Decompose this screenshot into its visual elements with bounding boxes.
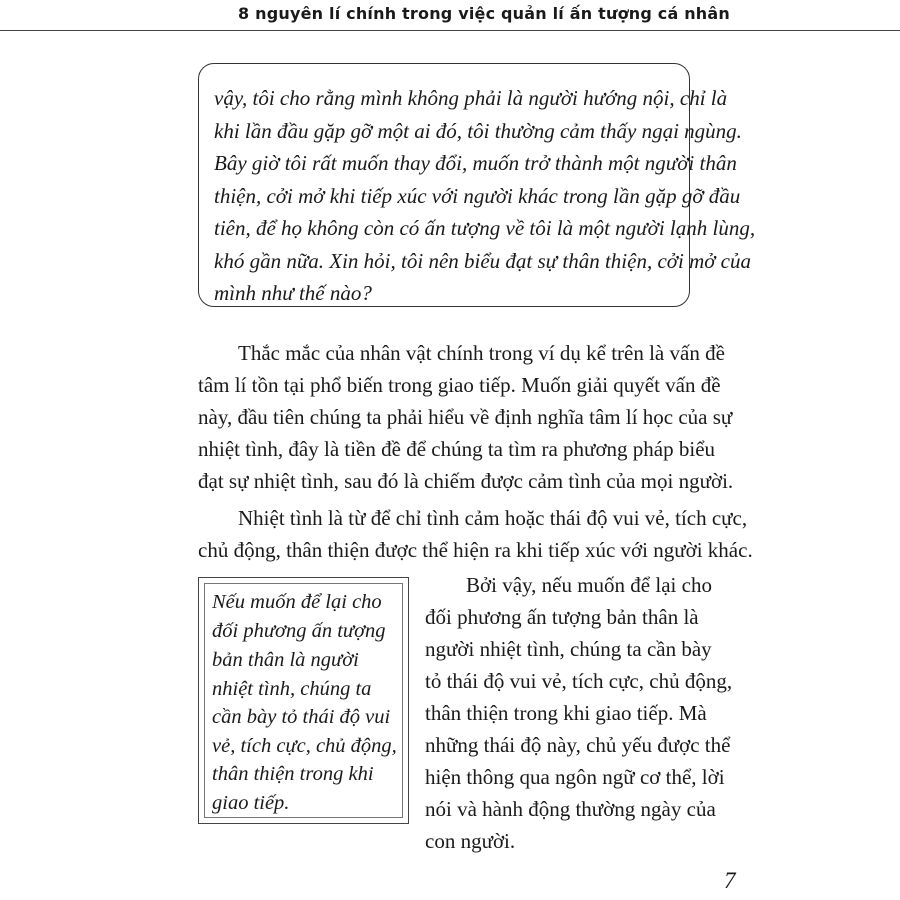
paragraph-line: Thắc mắc của nhân vật chính trong ví dụ kể trên là vấn đề	[238, 341, 725, 365]
paragraph-line: này, đầu tiên chúng ta phải hiểu về định nghĩa tâm lí học của sự	[198, 405, 733, 429]
quote-line: khó gần nữa. Xin hỏi, tôi nên biểu đạt sự thân thiện, cởi mở của	[214, 249, 752, 273]
header-rule	[0, 30, 900, 31]
paragraph-line: tâm lí tồn tại phổ biến trong giao tiếp. Muốn giải quyết vấn đề	[198, 373, 721, 397]
pull-quote-box	[198, 577, 409, 824]
pull-quote-line: thân thiện trong khi	[212, 763, 374, 785]
paragraph-line: người nhiệt tình, chúng ta cần bày	[425, 637, 712, 661]
paragraph-line: Bởi vậy, nếu muốn để lại cho	[466, 573, 712, 597]
quote-line: khi lần đầu gặp gỡ một ai đó, tôi thường cảm thấy ngại ngùng.	[214, 119, 742, 143]
paragraph-line: hiện thông qua ngôn ngữ cơ thể, lời	[425, 765, 725, 789]
paragraph-line: nói và hành động thường ngày của	[425, 797, 716, 821]
pull-quote-line: nhiệt tình, chúng ta	[212, 678, 372, 700]
pull-quote-line: giao tiếp.	[212, 792, 290, 814]
page-number: 7	[724, 868, 736, 893]
quote-line: vậy, tôi cho rằng mình không phải là người hướng nội, chỉ là	[214, 86, 728, 110]
pull-quote-line: đối phương ấn tượng	[212, 620, 386, 642]
paragraph-line: con người.	[425, 829, 516, 853]
paragraph-line: thân thiện trong khi giao tiếp. Mà	[425, 701, 707, 725]
quote-line: thiện, cởi mở khi tiếp xúc với người khác trong lần gặp gỡ đầu	[214, 184, 741, 208]
pull-quote-line: bản thân là người	[212, 649, 359, 671]
paragraph-line: đạt sự nhiệt tình, sau đó là chiếm được cảm tình của mọi người.	[198, 469, 734, 493]
pull-quote-line: cần bày tỏ thái độ vui	[212, 706, 391, 728]
paragraph-line: tỏ thái độ vui vẻ, tích cực, chủ động,	[425, 669, 733, 693]
paragraph-line: Nhiệt tình là từ để chỉ tình cảm hoặc thái độ vui vẻ, tích cực,	[238, 506, 748, 530]
paragraph-line: đối phương ấn tượng bản thân là	[425, 605, 699, 629]
paragraph-line: nhiệt tình, đây là tiền đề để chúng ta tìm ra phương pháp biểu	[198, 437, 716, 461]
paragraph-line: những thái độ này, chủ yếu được thể	[425, 733, 731, 757]
pull-quote-line: vẻ, tích cực, chủ động,	[212, 735, 397, 757]
running-head: 8 nguyên lí chính trong việc quản lí ấn tượng cá nhân	[238, 4, 730, 23]
quote-line: Bây giờ tôi rất muốn thay đổi, muốn trở thành một người thân	[214, 151, 737, 175]
paragraph-line: chủ động, thân thiện được thể hiện ra khi tiếp xúc với người khác.	[198, 538, 753, 562]
quote-line: mình như thế nào?	[214, 281, 372, 305]
pull-quote-line: Nếu muốn để lại cho	[212, 591, 382, 613]
quote-line: tiên, để họ không còn có ấn tượng về tôi là một người lạnh lùng,	[214, 216, 756, 240]
